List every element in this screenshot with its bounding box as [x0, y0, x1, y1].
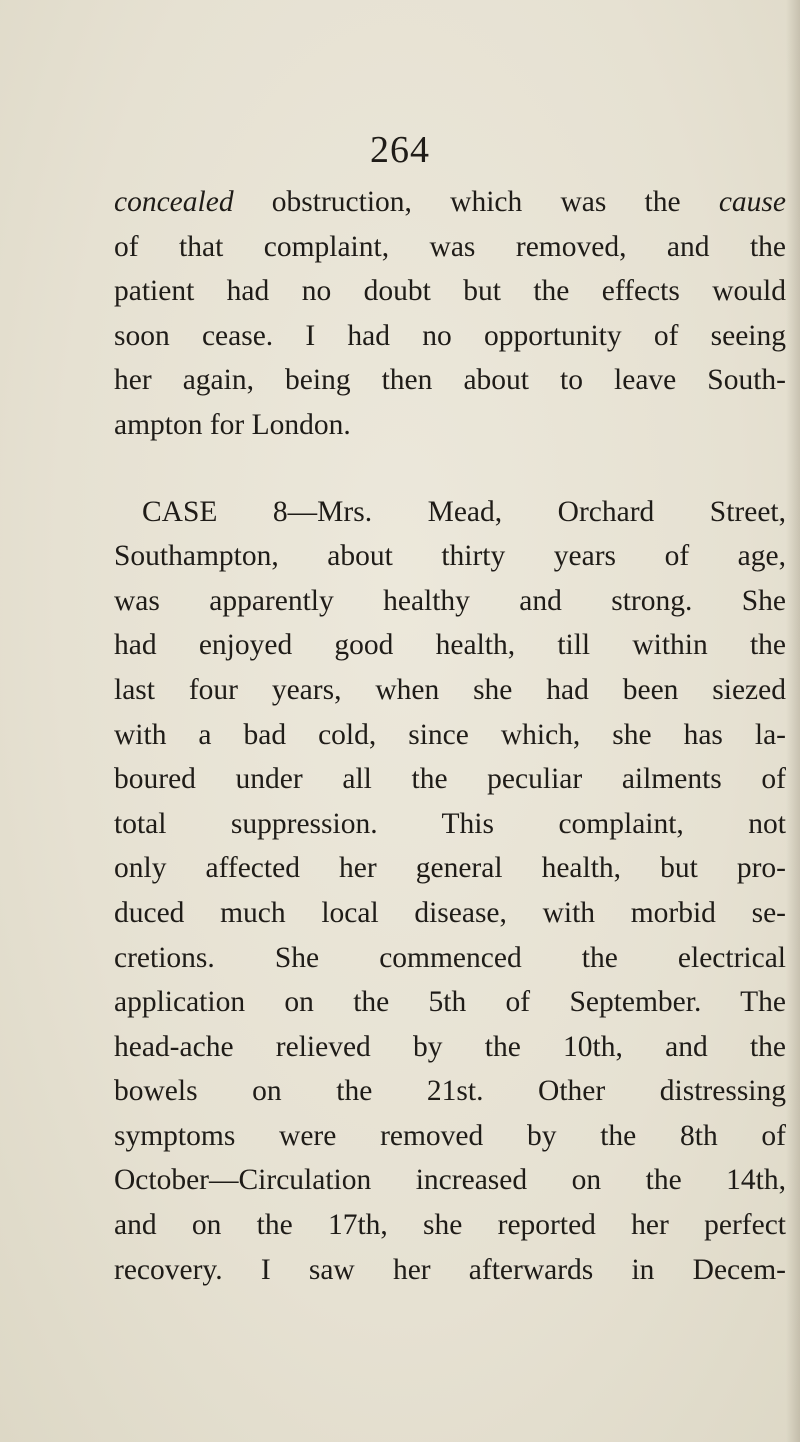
italic-word: cause — [718, 186, 786, 218]
text-line: was apparently healthy and strong. She — [114, 584, 786, 617]
text-line: boured under all the peculiar ailments of — [114, 763, 786, 796]
text-line: bowels on the 21st. Other distressing — [114, 1075, 786, 1108]
text-line: duced much local disease, with morbid se- — [114, 896, 786, 929]
text-line: cretions. She commenced the electrical — [114, 941, 786, 974]
italic-word: concealed — [114, 186, 234, 218]
text-line — [114, 180, 786, 225]
paragraph-gap — [114, 448, 786, 490]
text-line: CASE 8—Mrs. Mead, Orchard Street, — [142, 495, 786, 528]
text-line: with a bad cold, since which, she has la- — [114, 718, 786, 751]
text-line: patient had no doubt but the effects would — [114, 275, 786, 308]
text-line: and on the 17th, she reported her perfect — [114, 1209, 786, 1242]
text-line: symptoms were removed by the 8th of — [114, 1119, 786, 1152]
text-line: soon cease. I had no opportunity of seeing — [114, 319, 786, 352]
text-line: her again, being then about to leave South- — [114, 364, 786, 397]
body-text — [114, 180, 786, 1292]
text-line: only affected her general health, but pro- — [114, 852, 786, 885]
text-line: ampton for London. — [114, 408, 351, 441]
text-line: had enjoyed good health, till within the — [114, 629, 786, 662]
text-line: October—Circulation increased on the 14th, — [114, 1164, 786, 1197]
text-line: application on the 5th of September. The — [114, 986, 786, 1019]
text-line: of that complaint, was removed, and the — [114, 230, 786, 263]
text-line: head-ache relieved by the 10th, and the — [114, 1030, 786, 1063]
page-edge-shadow — [786, 0, 800, 1442]
paragraph-1 — [114, 180, 786, 448]
line-text: obstruction, which was the — [233, 186, 719, 218]
paragraph-2-case-8 — [114, 490, 786, 1293]
text-line: recovery. I saw her afterwards in Decem- — [114, 1253, 786, 1286]
page-number: 264 — [370, 129, 430, 171]
text-line: last four years, when she had been siezed — [114, 673, 786, 706]
text-line: total suppression. This complaint, not — [114, 807, 786, 840]
text-line: Southampton, about thirty years of age, — [114, 540, 786, 573]
